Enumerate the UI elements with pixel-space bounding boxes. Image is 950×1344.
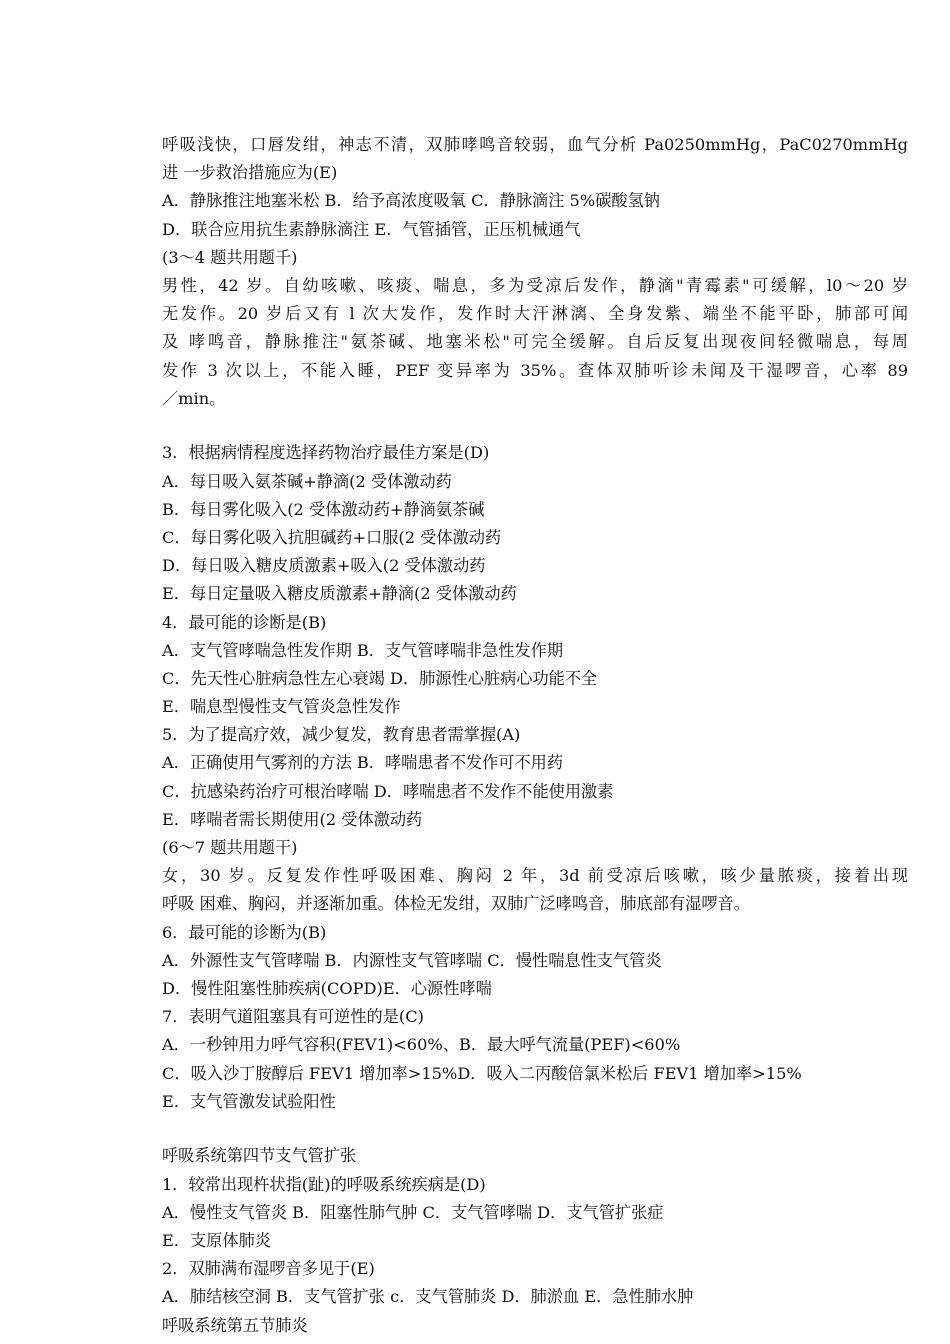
text-line: D．慢性阻塞性肺疾病(COPD)E．心源性哮喘 <box>162 978 492 998</box>
blank-line <box>162 1116 908 1143</box>
text-line: 5．为了提高疗效，减少复发，教育患者需掌握(A) <box>162 725 521 745</box>
text-line: E．支气管激发试验阳性 <box>162 1091 336 1111</box>
text-line: E．喘息型慢性支气管炎急性发作 <box>162 697 401 717</box>
text-line: 呼吸浅快，口唇发绀，神志不清，双肺哮鸣音较弱，血气分析 Pa0250mmHg，PaC0270mmHg <box>162 135 908 154</box>
text-line: 及 哮鸣音，静脉推注"氨茶碱、地塞米松"可完全缓解。自后反复出现夜间轻微喘息，每周 <box>162 332 908 352</box>
text-line: B．每日雾化吸入(2 受体激动药+静滴氨茶碱 <box>162 499 485 519</box>
text-line: A．肺结核空洞 B．支气管扩张 c．支气管肺炎 D．肺淤血 E．急性肺水肿 <box>162 1287 694 1307</box>
text-line: A．每日吸入氨茶碱+静滴(2 受体激动药 <box>162 471 452 491</box>
text-line: 呼吸 困难、胸闷，并逐渐加重。体检无发绀，双肺广泛哮鸣音，肺底部有湿啰音。 <box>162 894 750 914</box>
text-line: 男性，42 岁。自幼咳嗽、咳痰、喘息，多为受凉后发作，静滴"青霉素"可缓解，l0～20 岁 <box>162 275 908 295</box>
text-line: A．正确使用气雾剂的方法 B．哮喘患者不发作可不用药 <box>162 753 564 773</box>
text-line: C．先天性心脏病急性左心衰竭 D．肺源性心脏病心功能不全 <box>162 668 598 688</box>
text-line: 无发作。20 岁后又有 l 次大发作，发作时大汗淋漓、全身发紫、端坐不能平卧，肺部可闻 <box>162 304 908 324</box>
text-line: C．吸入沙丁胺醇后 FEV1 增加率>15%D．吸入二丙酸倍氯米松后 FEV1 增加率>15% <box>162 1063 802 1083</box>
text-line: C．每日雾化吸入抗胆碱药+口服(2 受体激动药 <box>162 527 502 547</box>
text-line: 4．最可能的诊断是(B) <box>162 612 327 632</box>
text-line: 3．根据病情程度选择药物治疗最佳方案是(D) <box>162 443 490 463</box>
text-line: A．静脉推注地塞米松 B．给予高浓度吸氧 C．静脉滴注 5%碳酸氢钠 <box>162 191 660 211</box>
text-line: A．慢性支气管炎 B．阻塞性肺气肿 C．支气管哮喘 D．支气管扩张症 <box>162 1202 664 1222</box>
text-line: 发作 3 次以上，不能入睡，PEF 变异率为 35%。查体双肺听诊未闻及干湿啰音，心率 89 <box>162 360 908 380</box>
text-line: A．外源性支气管哮喘 B．内源性支气管哮喘 C．慢性喘息性支气管炎 <box>162 950 662 970</box>
document-page <box>162 131 908 1340</box>
text-line: A．一秒钟用力呼气容积(FEV1)<60%、B．最大呼气流量(PEF)<60% <box>162 1035 681 1055</box>
text-line: D．每日吸入糖皮质激素+吸入(2 受体激动药 <box>162 556 486 576</box>
text-line: A．支气管哮喘急性发作期 B．支气管哮喘非急性发作期 <box>162 640 564 660</box>
text-line: 呼吸系统第五节肺炎 <box>162 1315 308 1335</box>
text-line: 6．最可能的诊断为(B) <box>162 922 327 942</box>
text-line: 女，30 岁。反复发作性呼吸困难、胸闷 2 年，3d 前受凉后咳嗽，咳少量脓痰，接着出现 <box>162 866 908 886</box>
text-line: 2．双肺满布湿啰音多见于(E) <box>162 1259 375 1279</box>
text-line: ／min。 <box>162 388 226 408</box>
text-line: 1．较常出现杵状指(趾)的呼吸系统疾病是(D) <box>162 1174 486 1194</box>
text-line: 7．表明气道阻塞具有可逆性的是(C) <box>162 1007 424 1027</box>
text-line: E．支原体肺炎 <box>162 1230 271 1250</box>
text-line: (6～7 题共用题干) <box>162 838 298 857</box>
text-line: E．每日定量吸入糖皮质激素+静滴(2 受体激动药 <box>162 584 517 604</box>
text-line: 呼吸系统第四节支气管扩张 <box>162 1146 357 1166</box>
text-line: D．联合应用抗生素静脉滴注 E．气管插管，正压机械通气 <box>162 219 581 239</box>
blank-line <box>162 413 908 440</box>
text-line: E．哮喘者需长期使用(2 受体激动药 <box>162 809 423 829</box>
text-line: 进 一步救治措施应为(E) <box>162 163 338 183</box>
text-line: (3～4 题共用题千) <box>162 247 298 267</box>
text-line: C．抗感染药治疗可根治哮喘 D．哮喘患者不发作不能使用激素 <box>162 781 614 801</box>
